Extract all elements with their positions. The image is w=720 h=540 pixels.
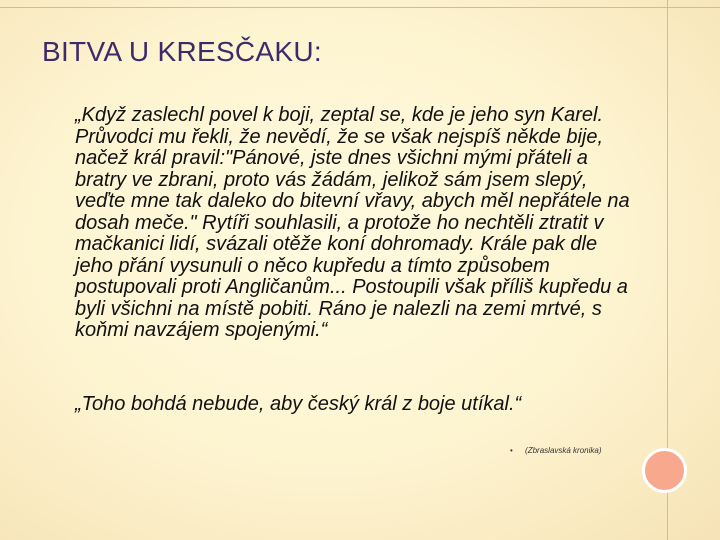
source-label: (Zbraslavská kronika) [525,446,602,455]
quote-king: „Toho bohdá nebude, aby český král z boje utíkal.“ [75,393,522,415]
source-citation [510,446,602,455]
quote-paragraph: „Když zaslechl povel k boji, zeptal se, kde je jeho syn Karel. Průvodci mu řekli, že nevědí, že se však nejspíš někde bije, načež král pravil:"Pánové, jste dnes všichni mými přáteli a bratry ve zbrani, proto vás žádám, jelikož sám jsem slepý, veďte mne tak daleko do bitevní vřavy, abych měl nepřátele na dosah meče." Rytíři souhlasili, a protože ho nechtěli ztratit v mačkanici lidí, svázali otěže koní dohromady. Krále pak dle jeho přání vysunuli o něco kupředu a tímto způsobem postupovali proti Angličanům... Postoupili však příliš kupředu a byli všichni na místě pobiti. Ráno je nalezli na zemi mrtvé, s koňmi navzájem spojenými.“ [75,104,630,341]
source-bullet-icon: • [510,446,513,455]
decorative-circle [642,448,687,493]
top-decorative-line [0,7,720,8]
slide-title: BITVA U KRESČAKU: [42,36,322,67]
